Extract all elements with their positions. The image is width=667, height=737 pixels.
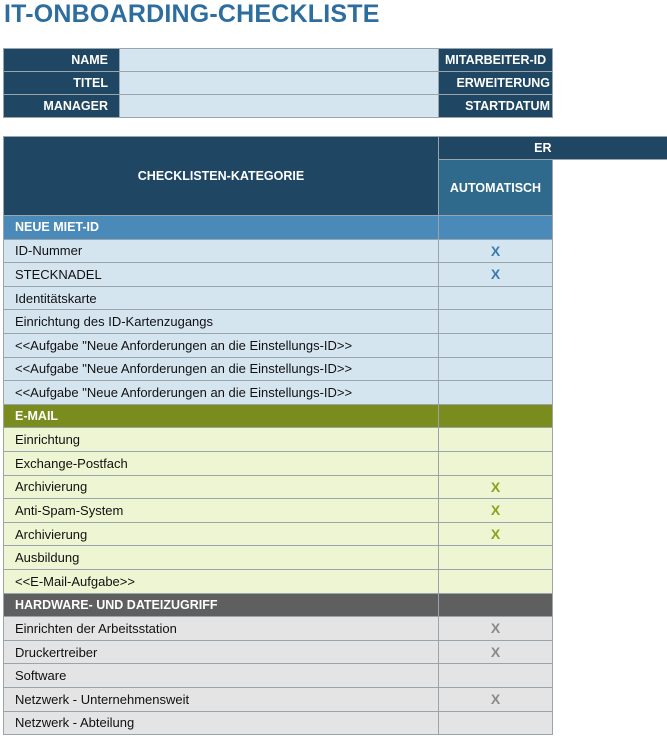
- automatisch-column-header: AUTOMATISCH: [438, 159, 553, 216]
- checklist-item-label: STECKNADEL: [3, 262, 439, 287]
- page-title: IT-ONBOARDING-CHECKLISTE: [4, 0, 380, 28]
- checklist-item-label: Einrichten der Arbeitsstation: [3, 616, 439, 641]
- section-header: E-MAIL: [3, 404, 439, 429]
- checklist-item-label: Druckertreiber: [3, 640, 439, 665]
- automatisch-check-cell[interactable]: X: [438, 687, 553, 712]
- titel-field[interactable]: [119, 71, 439, 95]
- checklist-item-label: ID-Nummer: [3, 239, 439, 264]
- automatisch-check-cell[interactable]: X: [438, 522, 553, 547]
- checklist-item-label: Einrichtung: [3, 427, 439, 452]
- checklist-item-label: <<Aufgabe "Neue Anforderungen an die Einstellungs-ID>>: [3, 333, 439, 358]
- titel-label: TITEL: [3, 71, 120, 95]
- name-label: NAME: [3, 48, 120, 72]
- checklist-item-label: Anti-Spam-System: [3, 498, 439, 523]
- automatisch-check-cell[interactable]: [438, 451, 553, 476]
- checklist-item-label: Archivierung: [3, 522, 439, 547]
- section-header-cell: [438, 215, 553, 240]
- checklist-item-label: <<Aufgabe "Neue Anforderungen an die Einstellungs-ID>>: [3, 380, 439, 405]
- checklist-item-label: Netzwerk - Unternehmensweit: [3, 687, 439, 712]
- manager-field[interactable]: [119, 94, 439, 118]
- automatisch-check-cell[interactable]: [438, 380, 553, 405]
- mitarbeiter-id-label: MITARBEITER-ID: [438, 48, 553, 72]
- group-column-header: [438, 136, 667, 160]
- checklist-item-label: Ausbildung: [3, 545, 439, 570]
- manager-label: MANAGER: [3, 94, 120, 118]
- checklist-item-label: Einrichtung des ID-Kartenzugangs: [3, 309, 439, 334]
- section-header-cell: [438, 593, 553, 618]
- automatisch-check-cell[interactable]: X: [438, 498, 553, 523]
- automatisch-check-cell[interactable]: [438, 286, 553, 311]
- automatisch-check-cell[interactable]: [438, 309, 553, 334]
- checklist-item-label: Identitätskarte: [3, 286, 439, 311]
- name-field[interactable]: [119, 48, 439, 72]
- automatisch-check-cell[interactable]: X: [438, 239, 553, 264]
- group-header-label: ER: [534, 141, 552, 155]
- checklist-item-label: Software: [3, 663, 439, 688]
- checklist-item-label: <<E-Mail-Aufgabe>>: [3, 569, 439, 594]
- automatisch-check-cell[interactable]: X: [438, 262, 553, 287]
- automatisch-check-cell[interactable]: [438, 333, 553, 358]
- startdatum-label: STARTDATUM: [438, 94, 553, 118]
- automatisch-check-cell[interactable]: [438, 663, 553, 688]
- checklist-item-label: Netzwerk - Abteilung: [3, 711, 439, 736]
- section-header: HARDWARE- UND DATEIZUGRIFF: [3, 593, 439, 618]
- automatisch-check-cell[interactable]: [438, 545, 553, 570]
- checklist-item-label: Archivierung: [3, 475, 439, 500]
- automatisch-check-cell[interactable]: [438, 711, 553, 736]
- section-header: NEUE MIET-ID: [3, 215, 439, 240]
- automatisch-check-cell[interactable]: [438, 569, 553, 594]
- checklist-item-label: Exchange-Postfach: [3, 451, 439, 476]
- automatisch-check-cell[interactable]: X: [438, 616, 553, 641]
- category-column-header: CHECKLISTEN-KATEGORIE: [3, 136, 439, 216]
- checklist-item-label: <<Aufgabe "Neue Anforderungen an die Einstellungs-ID>>: [3, 357, 439, 382]
- automatisch-check-cell[interactable]: [438, 427, 553, 452]
- section-header-cell: [438, 404, 553, 429]
- automatisch-check-cell[interactable]: [438, 357, 553, 382]
- automatisch-check-cell[interactable]: X: [438, 640, 553, 665]
- erweiterung-label: ERWEITERUNG: [438, 71, 553, 95]
- automatisch-check-cell[interactable]: X: [438, 475, 553, 500]
